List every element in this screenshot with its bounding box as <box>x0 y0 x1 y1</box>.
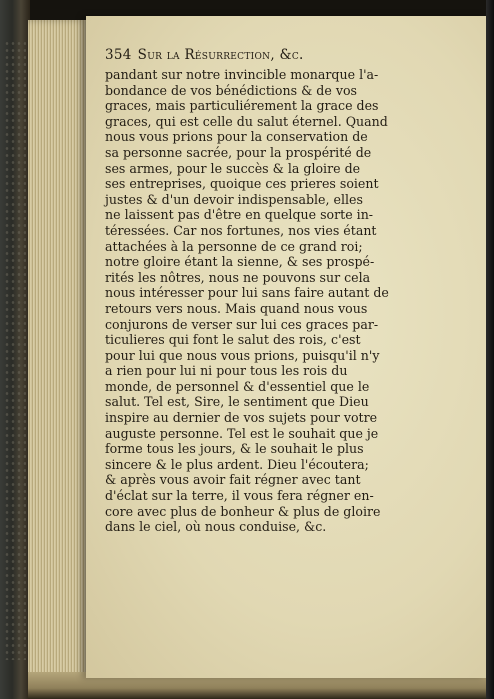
cover-texture <box>4 40 26 660</box>
text-line: d'éclat sur la terre, il vous fera régner en- <box>105 488 374 504</box>
text-line: graces, qui est celle du salut éternel. Quand <box>105 113 388 129</box>
text-line: monde, de personnel & d'essentiel que le <box>105 378 370 394</box>
text-line: rités les nôtres, nous ne pouvons sur cela <box>105 269 371 285</box>
text-line: salut. Tel est, Sire, le sentiment que Dieu <box>105 394 369 410</box>
text-line: core avec plus de bonheur & plus de gloire <box>105 503 381 519</box>
text-line: ticulieres qui font le salut des rois, c'est <box>105 332 361 348</box>
text-line: nous vous prions pour la conservation de <box>105 129 368 145</box>
text-line: graces, mais particuliérement la grace des <box>105 98 379 114</box>
page-stack-edges <box>28 20 88 680</box>
body-text <box>105 67 450 535</box>
text-line: ses entreprises, quoique ces prieres soient <box>105 176 379 192</box>
text-line: notre gloire étant la sienne, & ses prospé- <box>105 254 375 270</box>
text-line: sa personne sacrée, pour la prospérité de <box>105 144 372 160</box>
background-strip <box>486 0 494 699</box>
text-line: auguste personne. Tel est le souhait que je <box>105 425 379 441</box>
book-cover-edge <box>0 0 30 699</box>
text-line: pandant sur notre invincible monarque l'a- <box>105 67 379 82</box>
text-line: bondance de vos bénédictions & de vos <box>105 82 357 98</box>
page-text <box>105 48 450 535</box>
text-line: conjurons de verser sur lui ces graces par- <box>105 316 379 332</box>
running-head <box>105 48 450 66</box>
text-line: dans le ciel, où nous conduise, &c. <box>105 519 327 535</box>
text-line: retours vers nous. Mais quand nous vous <box>105 300 368 316</box>
text-line: & après vous avoir fait régner avec tant <box>105 472 361 488</box>
text-line: nous intéresser pour lui sans faire autant de <box>105 285 389 301</box>
text-line: attachées à la personne de ce grand roi; <box>105 238 363 254</box>
running-title: Sur la Résurrection, &c. <box>137 47 304 63</box>
text-line: ne laissent pas d'être en quelque sorte in- <box>105 207 374 223</box>
text-line: téressées. Car nos fortunes, nos vies étant <box>105 222 377 238</box>
text-line: inspire au dernier de vos sujets pour votre <box>105 410 378 426</box>
text-line: forme tous les jours, & le souhait le plus <box>105 441 364 457</box>
page-number: 354 <box>105 47 132 63</box>
text-line: ses armes, pour le succès & la gloire de <box>105 160 361 176</box>
text-line: a rien pour lui ni pour tous les rois du <box>105 363 348 379</box>
text-line: pour lui que nous vous prions, puisqu'il n'y <box>105 347 380 363</box>
text-line: justes & d'un devoir indispensable, elles <box>105 191 363 207</box>
text-line: sincere & le plus ardent. Dieu l'écoutera; <box>105 456 369 472</box>
